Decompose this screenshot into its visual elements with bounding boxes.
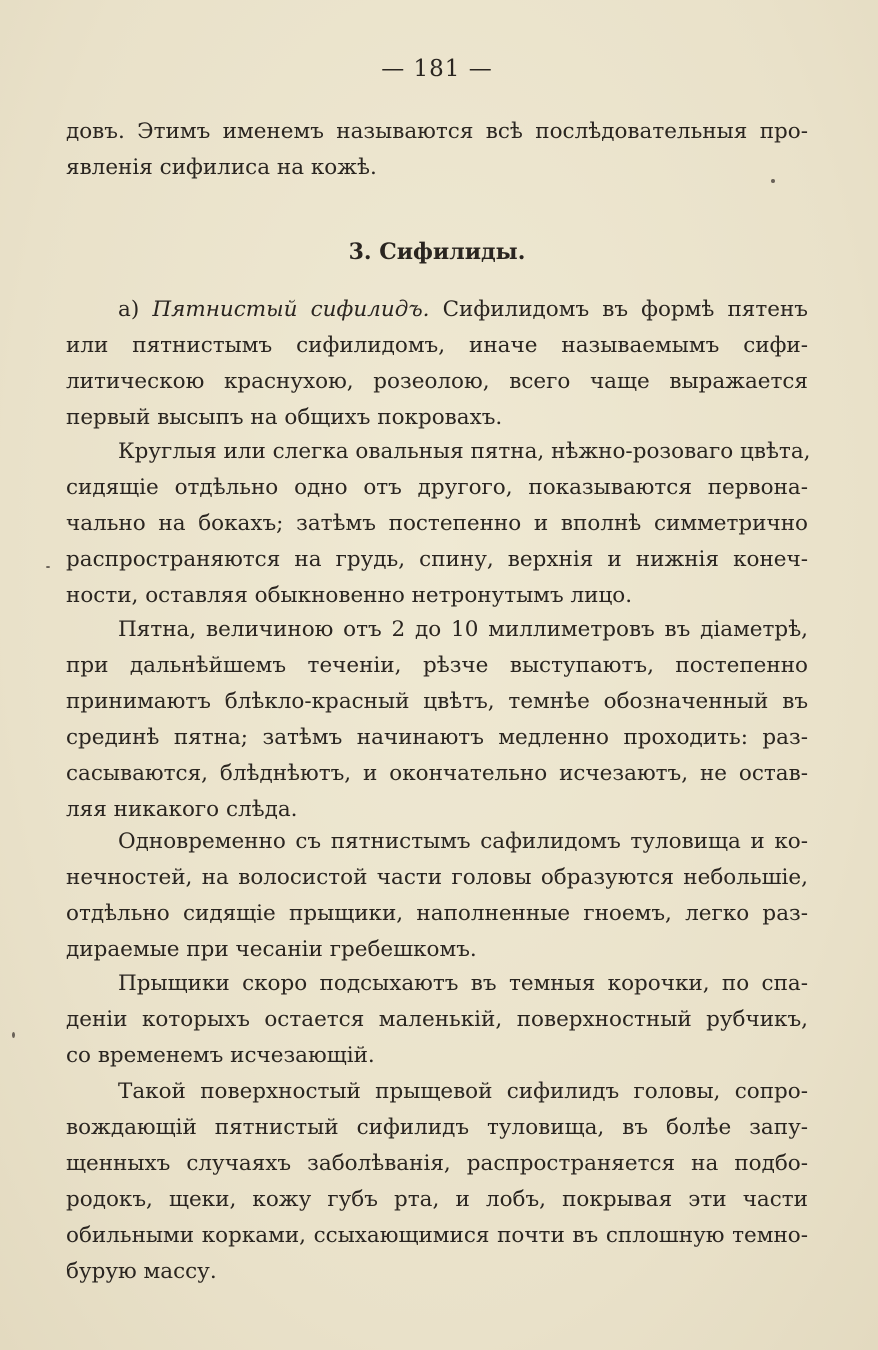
text-line: Прыщики скоро подсыхаютъ въ темныя корочки, по спа- <box>118 971 808 996</box>
text-line: отдѣльно сидящіе прыщики, наполненные гноемъ, легко раз- <box>66 901 808 926</box>
text-line: деніи которыхъ остается маленькій, поверхностный рубчикъ, <box>66 1007 808 1032</box>
text-line: дираемые при чесаніи гребешкомъ. <box>66 937 477 962</box>
text-line: при дальнѣйшемъ теченіи, рѣзче выступаютъ, постепенно <box>66 653 808 678</box>
page-number: — 181 — <box>381 56 493 82</box>
text-line: Пятна, величиною отъ 2 до 10 миллиметровъ въ діаметрѣ, <box>118 617 808 642</box>
text-line: явленія сифилиса на кожѣ. <box>66 155 377 180</box>
text-line: довъ. Этимъ именемъ называются всѣ послѣдовательныя про- <box>66 119 808 144</box>
paper-speck <box>771 179 775 183</box>
text-line: нечностей, на волосистой части головы образуются небольшіе, <box>66 865 808 890</box>
text-line: вождающій пятнистый сифилидъ туловища, въ болѣе запу- <box>66 1115 808 1140</box>
text-line: щенныхъ случаяхъ заболѣванія, распространяется на подбо- <box>66 1151 808 1176</box>
term-italic: Пятнистый сифилидъ. <box>152 297 430 322</box>
text-line: первый высыпъ на общихъ покровахъ. <box>66 405 503 430</box>
text-line: принимаютъ блѣкло-красный цвѣтъ, темнѣе обозначенный въ <box>66 689 808 714</box>
text-line: срединѣ пятна; затѣмъ начинаютъ медленно проходить: раз- <box>66 725 808 750</box>
text-line: ляя никакого слѣда. <box>66 797 298 822</box>
text-line: сасываются, блѣднѣютъ, и окончательно исчезаютъ, не остав- <box>66 761 808 786</box>
text-fragment: Сифилидомъ въ формѣ пятенъ <box>442 297 808 322</box>
text-line: бурую массу. <box>66 1259 217 1284</box>
text-line <box>66 292 808 328</box>
section-heading: 3. Сифилиды. <box>348 239 526 265</box>
paper-speck <box>12 1032 15 1038</box>
paper-speck <box>46 566 50 568</box>
text-line: Круглыя или слегка овальныя пятна, нѣжно-розоваго цвѣта, <box>118 439 811 464</box>
text-line: литическою краснухою, розеолою, всего чаще выражается <box>66 369 808 394</box>
text-line: или пятнистымъ сифилидомъ, иначе называемымъ сифи- <box>66 333 808 358</box>
book-page <box>66 0 811 1350</box>
text-line: обильными корками, ссыхающимися почти въ сплошную темно- <box>66 1223 808 1248</box>
text-line: Такой поверхностый прыщевой сифилидъ головы, сопро- <box>118 1079 808 1104</box>
text-line: родокъ, щеки, кожу губъ рта, и лобъ, покрывая эти части <box>66 1187 808 1212</box>
text-line: ности, оставляя обыкновенно нетронутымъ лицо. <box>66 583 633 608</box>
text-line: Одновременно съ пятнистымъ сафилидомъ туловища и ко- <box>118 829 808 854</box>
text-line: чально на бокахъ; затѣмъ постепенно и вполнѣ симметрично <box>66 511 808 536</box>
text-line: сидящіе отдѣльно одно отъ другого, показываются первона- <box>66 475 808 500</box>
item-label: а) <box>118 297 140 322</box>
text-line: со временемъ исчезающій. <box>66 1043 375 1068</box>
text-line: распространяются на грудь, спину, верхнія и нижнія конеч- <box>66 547 808 572</box>
